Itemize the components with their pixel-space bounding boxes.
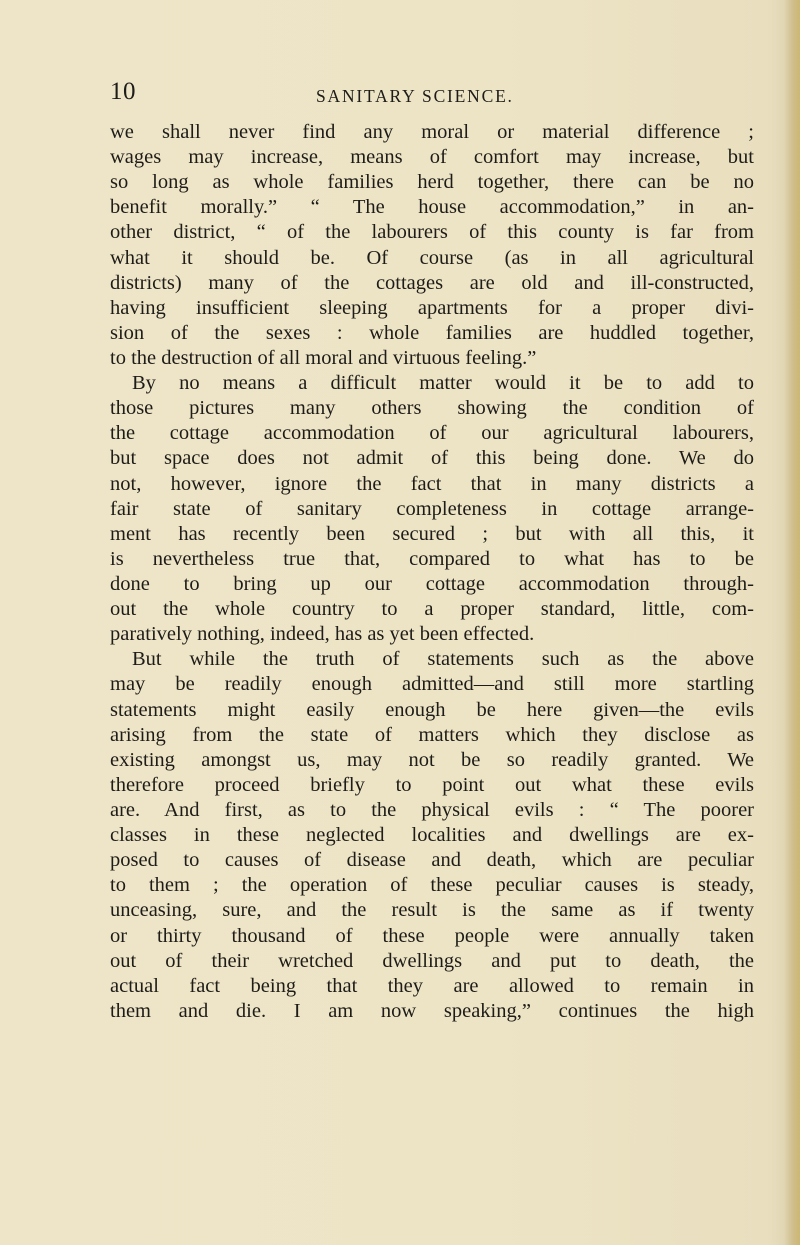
text-line: statements might easily enough be here given—the evils: [110, 698, 754, 721]
text-line: is nevertheless true that, compared to what has to be: [110, 547, 754, 570]
text-line: districts) many of the cottages are old and ill-constructed,: [110, 271, 754, 294]
text-line: benefit morally.” “ The house accommodation,” in an-: [110, 196, 754, 219]
text-line: or thirty thousand of these people were annually taken: [110, 924, 754, 947]
text-line: may be readily enough admitted—and still more startling: [110, 673, 754, 696]
text-line: them and die. I am now speaking,” continues the high: [110, 999, 754, 1022]
text-line: paratively nothing, indeed, has as yet been effected.: [110, 623, 535, 646]
text-line: not, however, ignore the fact that in many districts a: [110, 472, 754, 495]
text-line: By no means a difficult matter would it be to add to: [132, 372, 754, 395]
text-line: out of their wretched dwellings and put to death, the: [110, 949, 754, 972]
text-line: to them ; the operation of these peculiar causes is steady,: [110, 874, 754, 897]
text-line: existing amongst us, may not be so readily granted. We: [110, 748, 754, 771]
text-line: but space does not admit of this being done. We do: [110, 447, 754, 470]
text-line: so long as whole families herd together, there can be no: [110, 171, 754, 194]
text-line: But while the truth of statements such as the above: [132, 648, 754, 671]
page-number: 10: [110, 78, 136, 105]
text-line: out the whole country to a proper standard, little, com-: [110, 598, 754, 621]
text-line: classes in these neglected localities and dwellings are ex-: [110, 824, 754, 847]
running-title: SANITARY SCIENCE.: [316, 86, 514, 106]
text-line: arising from the state of matters which they disclose as: [110, 723, 754, 746]
text-line: fair state of sanitary completeness in cottage arrange-: [110, 497, 754, 520]
text-line: sion of the sexes : whole families are huddled together,: [110, 321, 754, 344]
text-line: actual fact being that they are allowed to remain in: [110, 974, 754, 997]
text-line: to the destruction of all moral and virtuous feeling.”: [110, 346, 537, 369]
text-line: other district, “ of the labourers of this county is far from: [110, 221, 754, 244]
text-line: wages may increase, means of comfort may increase, but: [110, 146, 754, 169]
text-line: done to bring up our cottage accommodation through-: [110, 572, 754, 595]
page-header: [110, 78, 750, 114]
text-line: we shall never find any moral or material difference ;: [110, 121, 754, 143]
text-line: ment has recently been secured ; but with all this, it: [110, 522, 754, 545]
text-line: therefore proceed briefly to point out what these evils: [110, 773, 754, 796]
text-line: posed to causes of disease and death, which are peculiar: [110, 849, 754, 872]
text-line: the cottage accommodation of our agricultural labourers,: [110, 422, 754, 445]
text-line: are. And first, as to the physical evils : “ The poorer: [110, 798, 754, 821]
body-text: [110, 120, 754, 1024]
text-line: what it should be. Of course (as in all agricultural: [110, 246, 754, 269]
page-edge-shadow: [784, 0, 800, 1245]
text-line: unceasing, sure, and the result is the same as if twenty: [110, 899, 754, 922]
text-line: having insufficient sleeping apartments for a proper divi-: [110, 296, 754, 319]
text-line: those pictures many others showing the condition of: [110, 397, 754, 420]
